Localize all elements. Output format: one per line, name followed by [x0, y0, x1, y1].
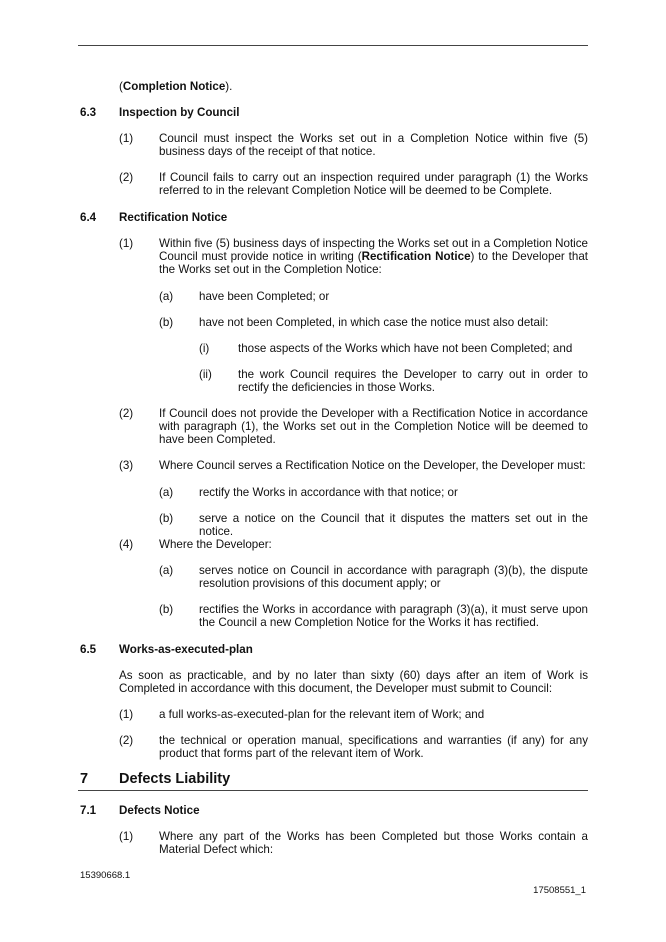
item-label: (4) — [119, 538, 134, 551]
subitem-text: rectifies the Works in accordance with paragraph (3)(a), it must serve upon the Council a new Completion Notice for the Works it has rectified. — [199, 603, 588, 630]
subsubitem-label: (ii) — [199, 368, 212, 381]
item-label: (1) — [119, 708, 134, 721]
item-text: the technical or operation manual, specifications and warranties (if any) for any product that forms part of the relevant item of Work. — [159, 734, 588, 761]
item-text: Within five (5) business days of inspecting the Works set out in a Completion Notice Council must provide notice in writing (Rectification Notice) to the Developer that the Works set out in the Completion Notice: — [159, 237, 589, 277]
subsubitem-text: those aspects of the Works which have not been Completed; and — [238, 342, 573, 355]
item-text: If Council fails to carry out an inspection required under paragraph (1) the Works referred to in the relevant Completion Notice will be deemed to be Complete. — [159, 171, 588, 198]
item-text: If Council does not provide the Developer with a Rectification Notice in accordance with paragraph (1), the Works set out in the Completion Notice will be deemed to have been Completed. — [159, 407, 588, 447]
section-number-6-4: 6.4 — [80, 211, 97, 224]
section-number-6-5: 6.5 — [80, 643, 97, 656]
chapter-rule — [78, 790, 588, 791]
chapter-number-7: 7 — [80, 771, 89, 787]
subitem-text: have not been Completed, in which case the notice must also detail: — [199, 316, 549, 329]
subitem-text: serves notice on Council in accordance with paragraph (3)(b), the dispute resolution provisions of this document apply; or — [199, 564, 588, 591]
subitem-label: (a) — [159, 290, 174, 303]
subitem-label: (a) — [159, 564, 174, 577]
section-body: As soon as practicable, and by no later than sixty (60) days after an item of Work is Completed in accordance with this document, the Developer must submit to Council: — [119, 669, 588, 696]
section-number-7-1: 7.1 — [80, 804, 97, 817]
subsubitem-text: the work Council requires the Developer to carry out in order to rectify the deficiencies in those Works. — [238, 368, 588, 395]
footer-doc-id-right: 17508551_1 — [533, 885, 586, 896]
subitem-label: (a) — [159, 486, 174, 499]
item-label: (2) — [119, 171, 134, 184]
section-heading-6-4: Rectification Notice — [119, 211, 228, 224]
subitem-text: rectify the Works in accordance with that notice; or — [199, 486, 458, 499]
item-text: a full works-as-executed-plan for the relevant item of Work; and — [159, 708, 485, 721]
subitem-text: serve a notice on the Council that it disputes the matters set out in the notice. — [199, 512, 588, 539]
subsubitem-label: (i) — [199, 342, 210, 355]
subitem-text: have been Completed; or — [199, 290, 330, 303]
subitem-label: (b) — [159, 316, 174, 329]
header-rule — [78, 45, 588, 46]
subitem-label: (b) — [159, 512, 174, 525]
subitem-label: (b) — [159, 603, 174, 616]
section-heading-7-1: Defects Notice — [119, 804, 200, 817]
item-label: (1) — [119, 830, 134, 843]
chapter-heading-7: Defects Liability — [119, 771, 231, 787]
section-heading-6-3: Inspection by Council — [119, 106, 240, 119]
intro-line: (Completion Notice). — [119, 80, 233, 93]
footer-doc-id-left: 15390668.1 — [80, 870, 131, 881]
item-text: Where Council serves a Rectification Notice on the Developer, the Developer must: — [159, 459, 586, 472]
section-heading-6-5: Works-as-executed-plan — [119, 643, 253, 656]
item-label: (2) — [119, 734, 134, 747]
item-label: (3) — [119, 459, 134, 472]
item-text: Where the Developer: — [159, 538, 272, 551]
item-text: Council must inspect the Works set out in a Completion Notice within five (5) business days of the receipt of that notice. — [159, 132, 588, 159]
item-label: (1) — [119, 132, 134, 145]
item-label: (2) — [119, 407, 134, 420]
item-label: (1) — [119, 237, 134, 250]
item-text: Where any part of the Works has been Completed but those Works contain a Material Defect which: — [159, 830, 588, 857]
section-number-6-3: 6.3 — [80, 106, 97, 119]
